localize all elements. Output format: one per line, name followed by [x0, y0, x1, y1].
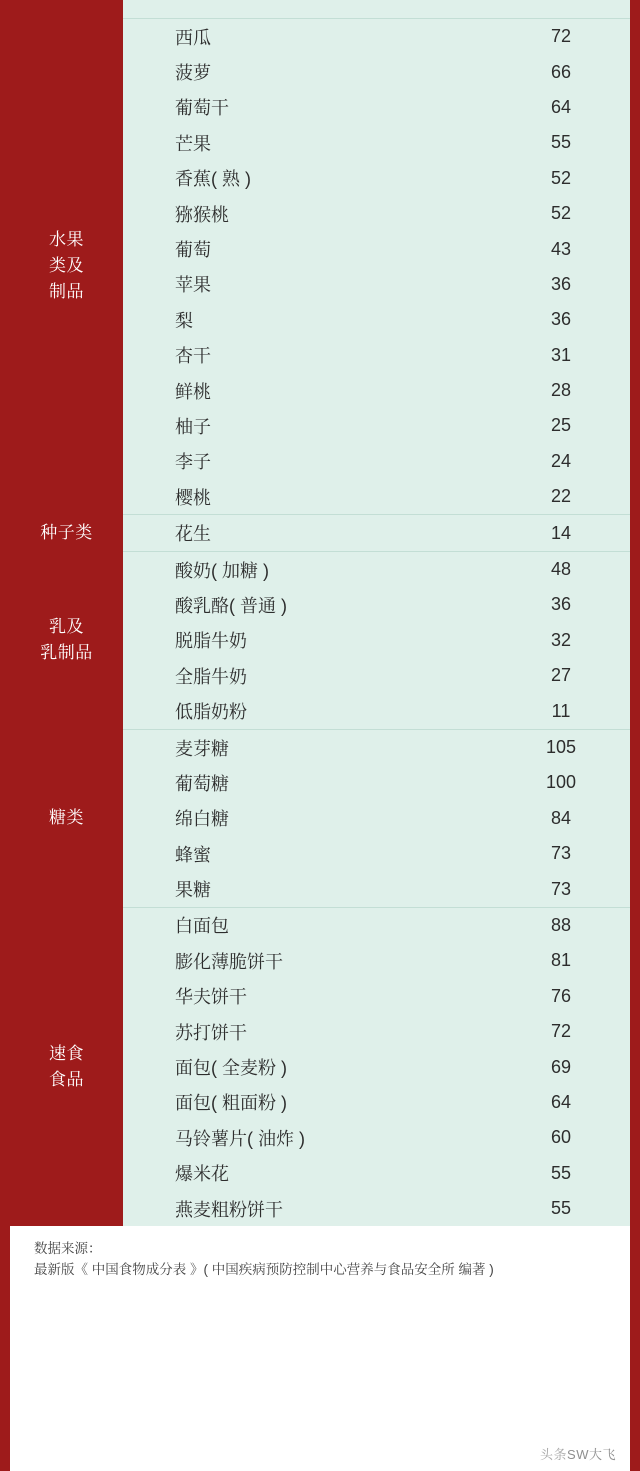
gi-value: 84: [550, 807, 572, 828]
source-note: [10, 1226, 630, 1280]
category-label-line: 食品: [49, 1069, 84, 1089]
category-cell: [10, 907, 123, 1227]
food-name: 柚子: [175, 416, 211, 437]
food-name: 面包( 全麦粉 ): [175, 1058, 287, 1079]
table-row: [123, 1014, 630, 1049]
category-label: [49, 227, 84, 305]
group-rows: [123, 729, 630, 907]
gi-value: 76: [550, 985, 572, 1006]
category-label-line: 糖类: [49, 807, 84, 827]
food-name: 苏打饼干: [175, 1022, 247, 1043]
gi-value: 105: [545, 737, 577, 757]
food-name: 膨化薄脆饼干: [175, 951, 283, 972]
table-row: [123, 801, 630, 836]
food-name: 香蕉( 熟 ): [175, 169, 251, 190]
watermark: [540, 1444, 616, 1463]
food-name: 爆米花: [175, 1164, 229, 1185]
table-row: [123, 515, 630, 550]
table-row: [123, 302, 630, 337]
gi-value: 31: [550, 344, 572, 365]
table-row: [123, 730, 630, 765]
table-row: [123, 125, 630, 160]
gi-value: 22: [550, 486, 572, 507]
table-group: [10, 18, 630, 514]
gi-value: 60: [550, 1127, 572, 1148]
table-row: [123, 587, 630, 622]
food-name: 全脂牛奶: [175, 666, 247, 687]
gi-value: 73: [550, 843, 572, 864]
category-label: [40, 614, 93, 666]
table-row: [123, 373, 630, 408]
source-text: 最新版《 中国食物成分表 》( 中国疾病预防控制中心营养与食品安全所 编著 ): [34, 1262, 494, 1278]
gi-value: 55: [550, 1162, 572, 1183]
group-rows: [123, 907, 630, 1227]
food-name: 蜂蜜: [175, 844, 211, 865]
gi-value: 48: [550, 559, 572, 580]
gi-value: 64: [550, 1091, 572, 1112]
gi-value: 100: [545, 772, 577, 793]
gi-value: 11: [551, 700, 571, 721]
group-rows: [123, 514, 630, 550]
table-row: [123, 196, 630, 231]
food-name: 樱桃: [175, 487, 211, 508]
gi-value: 36: [550, 594, 572, 615]
group-rows: [123, 551, 630, 729]
gi-value: 43: [550, 238, 572, 259]
table-row: [123, 1049, 630, 1084]
category-label-line: 制品: [49, 282, 84, 302]
category-label: [49, 805, 84, 831]
category-label: [40, 520, 93, 546]
table-row: [123, 267, 630, 302]
food-name: 酸奶( 加糖 ): [175, 560, 269, 581]
table-row: [123, 444, 630, 479]
watermark-suffix: SW大飞: [567, 1447, 616, 1462]
gi-value: 52: [550, 167, 572, 188]
food-name: 华夫饼干: [175, 987, 247, 1008]
table-row: [123, 943, 630, 978]
category-cell: [10, 18, 123, 514]
food-name: 葡萄糖: [175, 773, 229, 794]
food-name: 猕猴桃: [175, 204, 229, 225]
gi-value: 25: [550, 415, 572, 436]
table-group: [10, 514, 630, 550]
food-name: 低脂奶粉: [175, 702, 247, 723]
gi-value: 24: [550, 450, 572, 471]
table-row: [123, 231, 630, 266]
table-row: [123, 908, 630, 943]
category-stub: [10, 0, 123, 18]
gi-value: 73: [550, 878, 572, 899]
food-name: 面包( 粗面粉 ): [175, 1093, 287, 1114]
category-cell: [10, 514, 123, 550]
table-row: [123, 161, 630, 196]
category-label: [49, 1041, 84, 1093]
food-name: 绵白糖: [175, 809, 229, 830]
food-name: 杏干: [175, 346, 211, 367]
table-row: [123, 1156, 630, 1191]
gi-value: 88: [550, 914, 572, 935]
table-row: [123, 90, 630, 125]
rows-stub: [123, 0, 630, 18]
food-name: 果糖: [175, 880, 211, 901]
gi-value: 27: [550, 665, 572, 686]
table-row: [123, 765, 630, 800]
gi-value: 69: [550, 1056, 572, 1077]
table-row: [123, 54, 630, 89]
food-name: 脱脂牛奶: [175, 631, 247, 652]
gi-value: 72: [550, 26, 572, 47]
table-row: [123, 338, 630, 373]
food-name: 酸乳酪( 普通 ): [175, 595, 287, 616]
table-group: [10, 551, 630, 729]
food-name: 菠萝: [175, 63, 211, 84]
food-name: 花生: [175, 524, 211, 545]
food-name: 马铃薯片( 油炸 ): [175, 1128, 305, 1149]
table-row: [123, 19, 630, 54]
category-label-line: 速食: [49, 1043, 84, 1063]
gi-value: 55: [550, 1198, 572, 1219]
gi-value: 14: [550, 522, 572, 543]
table-top-stub: [10, 0, 630, 18]
category-label-line: 类及: [49, 256, 84, 276]
food-name: 燕麦粗粉饼干: [175, 1199, 283, 1220]
gi-value: 81: [550, 950, 572, 971]
food-name: 麦芽糖: [175, 738, 229, 759]
gi-value: 36: [550, 273, 572, 294]
gi-value: 55: [550, 132, 572, 153]
category-label-line: 乳制品: [40, 642, 93, 662]
gi-value: 52: [550, 203, 572, 224]
food-name: 葡萄: [175, 240, 211, 261]
table-group: [10, 907, 630, 1227]
table-row: [123, 1085, 630, 1120]
gi-value: 66: [550, 61, 572, 82]
group-rows: [123, 18, 630, 514]
source-label: 数据来源：: [34, 1241, 102, 1257]
table-row: [123, 479, 630, 514]
table-row: [123, 658, 630, 693]
table-row: [123, 1191, 630, 1226]
food-name: 白面包: [175, 916, 229, 937]
table-row: [123, 552, 630, 587]
table-group: [10, 729, 630, 907]
watermark-prefix: 头条: [540, 1447, 568, 1462]
food-name: 葡萄干: [175, 98, 229, 119]
table-row: [123, 623, 630, 658]
food-name: 梨: [175, 310, 193, 331]
food-name: 李子: [175, 452, 211, 473]
gi-value: 28: [550, 380, 572, 401]
table-row: [123, 693, 630, 728]
table-groups: [10, 18, 630, 1226]
table-row: [123, 1120, 630, 1155]
table-row: [123, 836, 630, 871]
gi-value: 64: [550, 96, 572, 117]
gi-table: [10, 0, 630, 1226]
category-label-line: 水果: [49, 230, 84, 250]
gi-value: 32: [550, 629, 572, 650]
gi-value: 72: [550, 1021, 572, 1042]
food-name: 鲜桃: [175, 381, 211, 402]
food-name: 苹果: [175, 275, 211, 296]
table-row: [123, 408, 630, 443]
food-name: 芒果: [175, 133, 211, 154]
category-cell: [10, 729, 123, 907]
gi-value: 36: [550, 309, 572, 330]
table-row: [123, 871, 630, 906]
category-cell: [10, 551, 123, 729]
category-label-line: 乳及: [49, 616, 84, 636]
food-name: 西瓜: [175, 27, 211, 48]
category-label-line: 种子类: [40, 522, 93, 542]
table-row: [123, 979, 630, 1014]
